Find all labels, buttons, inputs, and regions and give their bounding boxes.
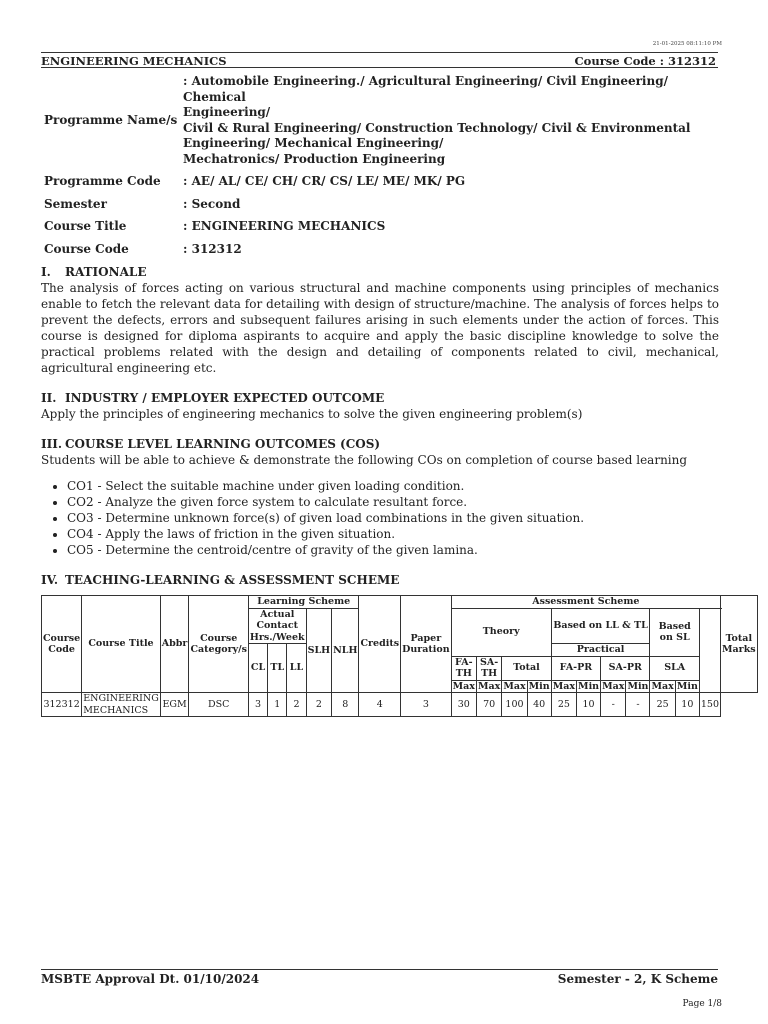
programme-code-label: Programme Code [44,174,161,188]
cell-total-min: 40 [527,693,551,717]
th-credits: Credits [359,596,401,693]
section-title: INDUSTRY / EMPLOYER EXPECTED OUTCOME [65,391,385,405]
course-outcomes-intro: Students will be able to achieve & demonstrate the following COs on completion of course based learning [41,453,688,467]
cell-total-marks: 150 [699,693,720,717]
th-course-title: Course Title [82,596,161,693]
th-tl: TL [268,644,287,693]
cell-fa-pr-min: 10 [577,693,601,717]
cell-duration: 3 [401,693,452,717]
cell-credits: 4 [359,693,401,717]
scheme-section [41,572,719,588]
section-number: III. [41,437,63,451]
th-cl: CL [248,644,267,693]
course-title-label: Course Title [44,219,127,233]
th-min: Min [676,680,698,692]
print-timestamp: 21-01-2025 08:11:10 PM [652,41,722,47]
header-course-title: ENGINEERING MECHANICS [41,54,227,68]
th-based-sl: Based on SL [650,608,699,656]
course-code-value: : 312312 [183,241,242,256]
industry-outcome-heading [41,390,719,406]
th-based-ll-tl: Based on LL & TL [551,608,650,644]
th-min: Min [528,680,550,692]
cell-nlh: 8 [332,693,359,717]
cell-sa-pr-max: - [601,693,626,717]
section-number: IV. [41,573,59,587]
cell-cl: 3 [248,693,267,717]
cell-sa-pr-min: - [626,693,650,717]
rationale-heading [41,264,719,280]
course-outcomes-list [67,478,719,558]
th-assessment-scheme: Assessment Scheme [451,596,720,609]
section-number: II. [41,391,57,405]
programme-name-line: Mechatronics/ Production Engineering [183,151,446,166]
th-total-marks: Total Marks [721,596,758,693]
list-item: • CO1 - Select the suitable machine under given loading condition. [67,478,719,494]
list-item: • CO4 - Apply the laws of friction in the given situation. [67,526,719,542]
programme-name-line: Civil & Rural Engineering/ Construction Technology/ Civil & Environmental [183,120,691,135]
th-max: Max [552,680,576,692]
cell-code: 312312 [42,693,82,717]
cell-abbr: EGM [160,693,189,717]
th-course-code: Course Code [42,596,82,693]
semester-label: Semester [44,196,107,211]
rationale-text: The analysis of forces acting on various structural and machine components using principles of mechanics enable to fetch the relevant data for detailing with design of structure/machine. The analysis of forces helps to prevent the defects, errors and subsequent failures arising in such elements under the action of forces. This course is designed for diploma aspirants to acquire and apply the basic discipline knowledge to solve the practical problems related with the design and detailing of components related to civil, mechanical, agricultural engineering etc. [41,281,719,375]
th-abbr: Abbr [160,596,189,693]
th-fa-pr: FA-PR [551,656,600,680]
header-course-code: Course Code : 312312 [574,54,716,68]
programme-name-label: Programme Name/s [44,112,178,127]
course-outcomes-heading [41,436,719,452]
industry-outcome-section [41,390,719,422]
th-ll: LL [287,644,306,693]
cell-total-max: 100 [502,693,527,717]
programme-name-line: Engineering/ Mechanical Engineering/ [183,136,444,150]
th-learning-scheme: Learning Scheme [248,596,359,609]
footer-scheme: Semester - 2, K Scheme [557,972,718,986]
th-sla: SLA [650,656,699,680]
th-max: Max [503,680,526,692]
th-theory: Theory [451,608,551,656]
programme-details-table [44,74,718,264]
page-number: Page 1/8 [682,999,722,1009]
cell-sa-th-max: 70 [476,693,501,717]
th-total: Total [502,656,551,680]
th-practical: Practical [551,644,650,657]
footer-approval: MSBTE Approval Dt. 01/10/2024 [41,972,260,986]
section-title: COURSE LEVEL LEARNING OUTCOMES (COS) [65,437,381,451]
th-max: Max [602,680,625,692]
th-min: Min [627,680,649,692]
th-sa-pr: SA-PR [601,656,650,680]
cell-slh: 2 [306,693,332,717]
cell-fa-pr-max: 25 [551,693,576,717]
cell-fa-th-max: 30 [451,693,476,717]
course-code-label: Course Code [44,241,129,256]
page-footer [41,969,718,986]
th-max: Max [477,680,501,692]
th-sa-th: SA-TH [476,656,501,680]
th-slh: SLH [306,608,332,693]
programme-name-line: : Automobile Engineering./ Agricultural Engineering/ Civil Engineering/ Chemical [183,74,668,104]
table-row [42,693,758,717]
teaching-assessment-scheme-table [41,595,758,717]
semester-value: : Second [183,196,241,211]
programme-code-value: : AE/ AL/ CE/ CH/ CR/ CS/ LE/ ME/ MK/ PG [183,174,466,188]
th-fa-th: FA-TH [451,656,476,680]
cell-category: DSC [189,693,248,717]
list-item: • CO3 - Determine unknown force(s) of given load combinations in the given situation. [67,510,719,526]
course-outcomes-section [41,436,719,558]
th-paper-duration: Paper Duration [401,596,452,693]
list-item: • CO2 - Analyze the given force system to calculate resultant force. [67,494,719,510]
section-title: RATIONALE [65,265,147,279]
programme-name-line: Engineering/ [183,105,271,119]
rationale-section [41,264,719,376]
list-item: • CO5 - Determine the centroid/centre of gravity of the given lamina. [67,542,719,558]
th-max: Max [452,680,475,692]
page-header [41,52,718,68]
cell-tl: 1 [268,693,287,717]
cell-title: ENGINEERING MECHANICS [83,693,159,716]
course-title-value: : ENGINEERING MECHANICS [183,219,386,233]
cell-ll: 2 [287,693,306,717]
section-title: TEACHING-LEARNING & ASSESSMENT SCHEME [65,573,400,587]
th-nlh: NLH [332,608,359,693]
scheme-heading [41,572,719,588]
cell-sla-max: 25 [650,693,675,717]
industry-outcome-text: Apply the principles of engineering mechanics to solve the given engineering problem(s) [41,407,583,421]
th-max: Max [651,680,674,692]
programme-name-value [183,74,718,174]
th-min: Min [578,680,600,692]
th-actual-contact: Actual Contact Hrs./Week [249,608,305,643]
th-category: Course Category/s [189,596,248,693]
section-number: I. [41,265,51,279]
cell-sla-min: 10 [675,693,699,717]
